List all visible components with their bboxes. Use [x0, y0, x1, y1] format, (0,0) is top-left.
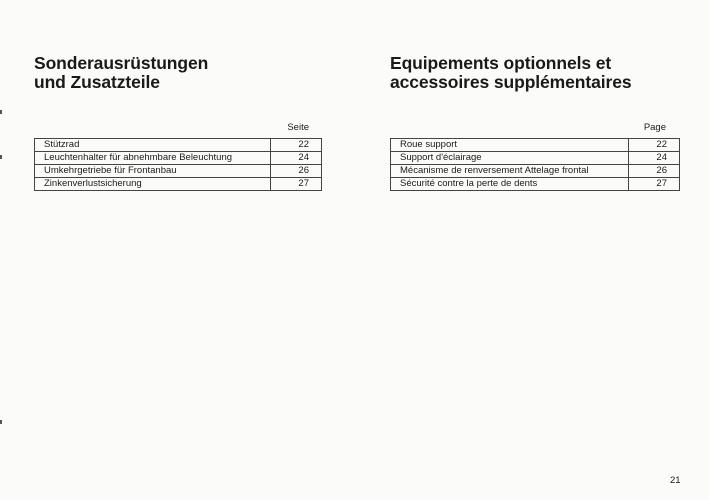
german-heading-line-2: und Zusatzteile [34, 72, 160, 92]
french-heading-line-1: Equipements optionnels et [390, 53, 612, 73]
row-page: 24 [271, 152, 322, 165]
table-row [391, 152, 680, 165]
row-title: Support d'éclairage [391, 152, 629, 165]
row-page: 22 [629, 139, 680, 152]
table-row [391, 139, 680, 152]
french-page-label: Page [643, 122, 666, 133]
table-row [391, 178, 680, 191]
row-title: Leuchtenhalter für abnehmbare Beleuchtung [35, 152, 271, 165]
row-title: Umkehrgetriebe für Frontanbau [35, 165, 271, 178]
french-column [390, 53, 680, 189]
french-heading-line-2: accessoires supplémentaires [390, 72, 632, 92]
row-page: 26 [271, 165, 322, 178]
table-row [35, 152, 322, 165]
edge-mark [0, 110, 2, 114]
table-row [35, 139, 322, 152]
german-column [34, 53, 322, 189]
row-title: Mécanisme de renversement Attelage frontal [391, 165, 629, 178]
row-title: Sécurité contre la perte de dents [391, 178, 629, 191]
german-heading [34, 54, 322, 92]
edge-mark [0, 420, 2, 424]
french-contents-table [390, 138, 680, 191]
german-heading-line-1: Sonderausrüstungen [34, 53, 209, 73]
row-title: Roue support [391, 139, 629, 152]
row-page: 22 [271, 139, 322, 152]
row-page: 27 [629, 178, 680, 191]
table-row [35, 165, 322, 178]
row-title: Zinkenverlustsicherung [35, 178, 271, 191]
french-heading [390, 54, 680, 92]
row-title: Stützrad [35, 139, 271, 152]
table-row [35, 178, 322, 191]
row-page: 27 [271, 178, 322, 191]
german-page-label: Seite [287, 122, 309, 133]
row-page: 24 [629, 152, 680, 165]
page-number: 21 [670, 475, 681, 486]
row-page: 26 [629, 165, 680, 178]
german-contents-table [34, 138, 322, 191]
table-row [391, 165, 680, 178]
edge-mark [0, 155, 2, 159]
